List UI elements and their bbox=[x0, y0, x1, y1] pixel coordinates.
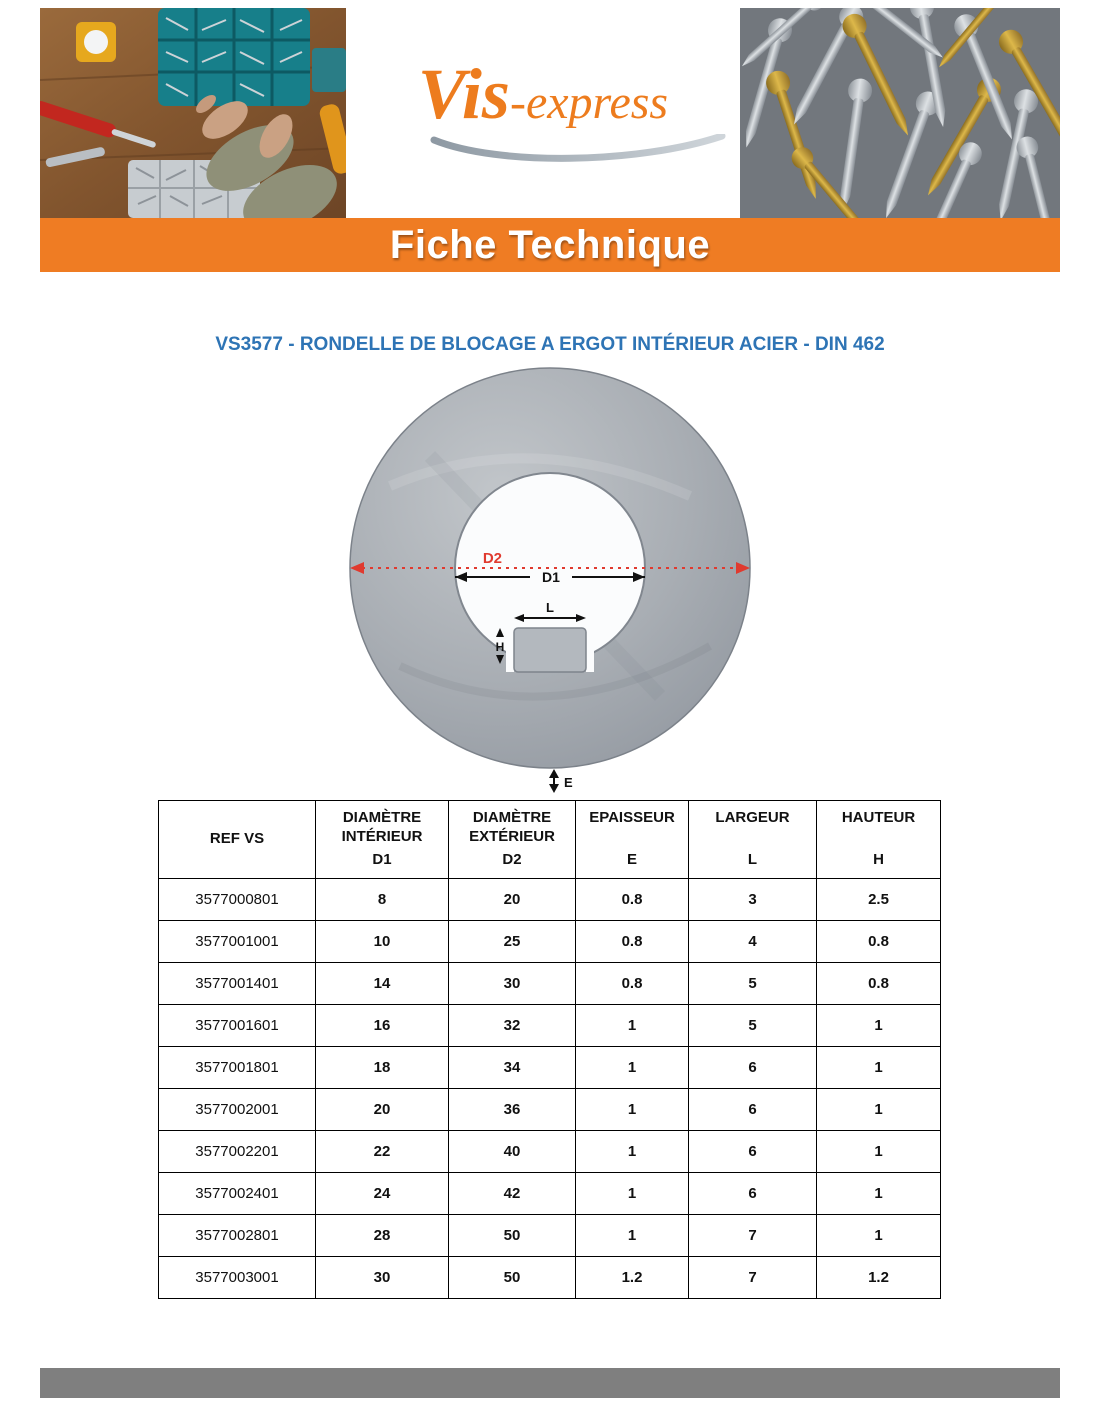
cell-d1: 10 bbox=[316, 921, 449, 963]
cell-ref-vs: 3577002201 bbox=[159, 1131, 316, 1173]
table-row bbox=[159, 1005, 941, 1047]
cell-ref-vs: 3577002001 bbox=[159, 1089, 316, 1131]
col-header-ref-vs bbox=[159, 801, 316, 879]
cell-l: 6 bbox=[689, 1173, 817, 1215]
cell-ref-vs: 3577000801 bbox=[159, 879, 316, 921]
cell-h: 2.5 bbox=[817, 879, 941, 921]
col-symbol: D1 bbox=[372, 851, 392, 869]
cell-e: 1.2 bbox=[576, 1257, 689, 1299]
logo-express: express bbox=[525, 76, 669, 129]
col-title: DIAMÈTRE INTÉRIEUR bbox=[341, 809, 423, 845]
col-header-d2 bbox=[449, 801, 576, 879]
dimension-label-d1: D1 bbox=[542, 569, 560, 585]
cell-l: 5 bbox=[689, 1005, 817, 1047]
washer-diagram bbox=[330, 366, 770, 798]
cell-h: 1 bbox=[817, 1173, 941, 1215]
col-header-e bbox=[576, 801, 689, 879]
workbench-photo-illustration bbox=[40, 8, 346, 218]
cell-h: 1 bbox=[817, 1089, 941, 1131]
cell-l: 6 bbox=[689, 1047, 817, 1089]
cell-d1: 18 bbox=[316, 1047, 449, 1089]
cell-h: 1 bbox=[817, 1005, 941, 1047]
cell-d1: 30 bbox=[316, 1257, 449, 1299]
cell-l: 3 bbox=[689, 879, 817, 921]
col-header-h bbox=[817, 801, 941, 879]
cell-e: 1 bbox=[576, 1131, 689, 1173]
cell-d2: 40 bbox=[449, 1131, 576, 1173]
cell-d2: 32 bbox=[449, 1005, 576, 1047]
cell-d1: 28 bbox=[316, 1215, 449, 1257]
header-photo-right bbox=[740, 8, 1060, 218]
cell-ref-vs: 3577001401 bbox=[159, 963, 316, 1005]
table-row bbox=[159, 1173, 941, 1215]
col-title: LARGEUR bbox=[715, 809, 790, 826]
cell-d2: 50 bbox=[449, 1215, 576, 1257]
logo-vis: Vis bbox=[417, 54, 510, 134]
table-row bbox=[159, 1089, 941, 1131]
col-title: DIAMÈTRE EXTÉRIEUR bbox=[469, 809, 555, 845]
table-row bbox=[159, 963, 941, 1005]
logo-sep: - bbox=[509, 76, 526, 129]
dimension-label-d2: D2 bbox=[482, 550, 502, 567]
table-row bbox=[159, 1131, 941, 1173]
banner bbox=[40, 218, 1060, 272]
cell-l: 7 bbox=[689, 1257, 817, 1299]
spec-table bbox=[158, 800, 941, 1299]
cell-l: 6 bbox=[689, 1089, 817, 1131]
cell-l: 7 bbox=[689, 1215, 817, 1257]
col-title: EPAISSEUR bbox=[589, 809, 675, 826]
cell-d2: 42 bbox=[449, 1173, 576, 1215]
cell-l: 5 bbox=[689, 963, 817, 1005]
cell-e: 0.8 bbox=[576, 879, 689, 921]
screws-photo-illustration bbox=[740, 8, 1060, 218]
logo-text bbox=[417, 54, 669, 134]
cell-d2: 34 bbox=[449, 1047, 576, 1089]
cell-d2: 25 bbox=[449, 921, 576, 963]
dimension-label-e: E bbox=[564, 775, 573, 790]
dimension-label-l: L bbox=[546, 600, 554, 615]
footer-bar bbox=[40, 1368, 1060, 1398]
table-row bbox=[159, 1257, 941, 1299]
cell-ref-vs: 3577002801 bbox=[159, 1215, 316, 1257]
col-symbol: E bbox=[626, 851, 637, 869]
cell-d1: 14 bbox=[316, 963, 449, 1005]
banner-title: Fiche Technique bbox=[389, 222, 711, 267]
cell-d1: 22 bbox=[316, 1131, 449, 1173]
product-title: VS3577 - RONDELLE DE BLOCAGE A ERGOT INTÉRIEUR ACIER - DIN 462 bbox=[215, 334, 885, 355]
col-symbol: H bbox=[873, 851, 884, 869]
table-header-row bbox=[159, 801, 941, 879]
cell-h: 0.8 bbox=[817, 963, 941, 1005]
cell-h: 1 bbox=[817, 1047, 941, 1089]
col-title: REF VS bbox=[209, 830, 265, 848]
washer-drawing bbox=[330, 366, 770, 798]
cell-e: 1 bbox=[576, 1089, 689, 1131]
cell-d2: 20 bbox=[449, 879, 576, 921]
table-row bbox=[159, 1047, 941, 1089]
cell-l: 4 bbox=[689, 921, 817, 963]
col-symbol: D2 bbox=[502, 851, 522, 869]
col-header-d1 bbox=[316, 801, 449, 879]
cell-h: 1 bbox=[817, 1131, 941, 1173]
cell-l: 6 bbox=[689, 1131, 817, 1173]
cell-d1: 8 bbox=[316, 879, 449, 921]
cell-h: 1 bbox=[817, 1215, 941, 1257]
cell-d1: 16 bbox=[316, 1005, 449, 1047]
cell-ref-vs: 3577002401 bbox=[159, 1173, 316, 1215]
dimension-label-h: H bbox=[495, 640, 505, 654]
col-header-l bbox=[689, 801, 817, 879]
cell-ref-vs: 3577003001 bbox=[159, 1257, 316, 1299]
cell-e: 1 bbox=[576, 1173, 689, 1215]
header-photo-left bbox=[40, 8, 346, 218]
logo bbox=[346, 8, 740, 218]
cell-e: 1 bbox=[576, 1005, 689, 1047]
cell-d2: 36 bbox=[449, 1089, 576, 1131]
table-row bbox=[159, 879, 941, 921]
cell-ref-vs: 3577001801 bbox=[159, 1047, 316, 1089]
cell-d1: 24 bbox=[316, 1173, 449, 1215]
cell-h: 0.8 bbox=[817, 921, 941, 963]
cell-d1: 20 bbox=[316, 1089, 449, 1131]
logo-swoosh-icon bbox=[428, 134, 728, 168]
table-row bbox=[159, 921, 941, 963]
table-row bbox=[159, 1215, 941, 1257]
cell-e: 0.8 bbox=[576, 921, 689, 963]
cell-d2: 50 bbox=[449, 1257, 576, 1299]
cell-ref-vs: 3577001001 bbox=[159, 921, 316, 963]
cell-e: 0.8 bbox=[576, 963, 689, 1005]
cell-ref-vs: 3577001601 bbox=[159, 1005, 316, 1047]
col-symbol: L bbox=[747, 851, 758, 869]
cell-e: 1 bbox=[576, 1047, 689, 1089]
cell-h: 1.2 bbox=[817, 1257, 941, 1299]
cell-d2: 30 bbox=[449, 963, 576, 1005]
spec-table-body bbox=[159, 879, 941, 1299]
col-title: HAUTEUR bbox=[841, 809, 916, 826]
cell-e: 1 bbox=[576, 1215, 689, 1257]
